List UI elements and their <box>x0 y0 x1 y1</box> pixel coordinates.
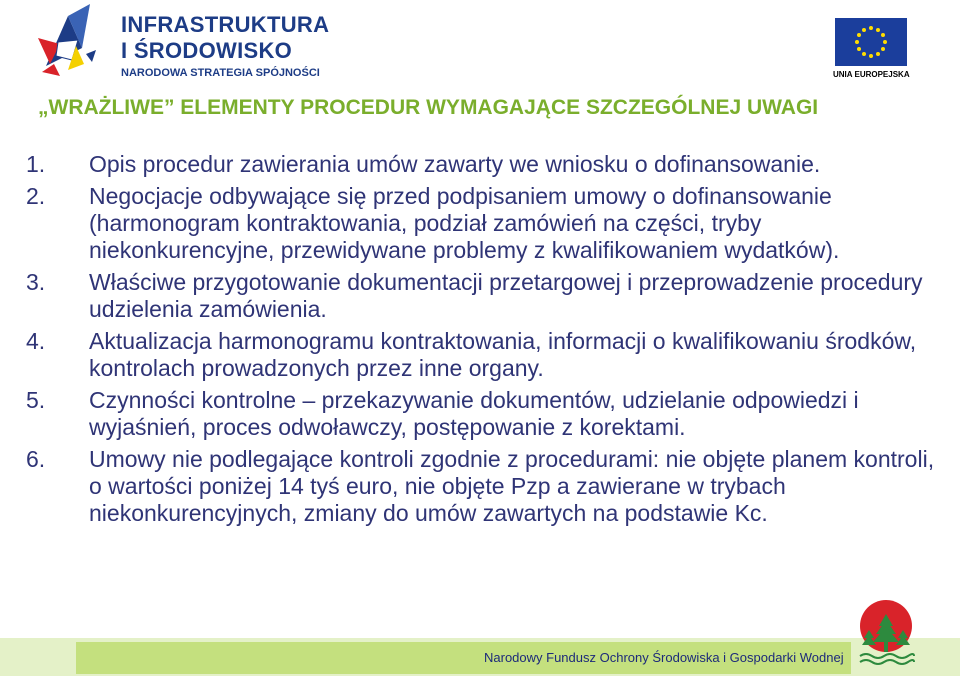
list-item <box>26 387 946 441</box>
list-item-text: Aktualizacja harmonogramu kontraktowania, informacji o kwalifikowaniu środków, kontrolach prowadzonych przez inne organy. <box>89 328 917 381</box>
list-item-text: Opis procedur zawierania umów zawarty we wniosku o dofinansowanie. <box>89 151 821 177</box>
list-item-number: 2. <box>26 183 46 209</box>
page-title: „WRAŻLIWE” ELEMENTY PROCEDUR WYMAGAJĄCE SZCZEGÓLNEJ UWAGI <box>38 96 819 119</box>
infrastruktura-logo-icon <box>38 4 116 82</box>
eu-label: UNIA EUROPEJSKA <box>833 70 910 79</box>
list-item-number: 4. <box>26 328 46 354</box>
logo-subtitle: NARODOWA STRATEGIA SPÓJNOŚCI <box>121 67 320 79</box>
list-item-text: Właściwe przygotowanie dokumentacji przetargowej i przeprowadzenie procedury udzielenia zamówienia. <box>89 269 923 322</box>
list-item <box>26 151 946 178</box>
logo-title-line1: INFRASTRUKTURA <box>121 12 330 37</box>
eu-flag-icon <box>835 18 907 66</box>
list-item <box>26 183 946 264</box>
list-item-text: Umowy nie podlegające kontroli zgodnie z procedurami: nie objęte planem kontroli, o wartości poniżej 14 tyś euro, nie objęte Pzp a zawierane w trybach niekonkurencyjnych, zmiany do umów zawartych na podstawie Kc. <box>89 446 935 526</box>
procedure-list <box>26 151 946 532</box>
list-item-number: 3. <box>26 269 46 295</box>
list-item <box>26 269 946 323</box>
list-item-number: 5. <box>26 387 46 413</box>
infrastruktura-logo <box>38 4 330 82</box>
list-item-text: Negocjacje odbywające się przed podpisaniem umowy o dofinansowanie (harmonogram kontraktowania, podział zamówień na części, tryby niekonkurencyjne, przewidywane problemy z kwalifikowaniem wydatków). <box>89 183 840 263</box>
list-item-number: 6. <box>26 446 46 472</box>
list-item <box>26 328 946 382</box>
footer-text: Narodowy Fundusz Ochrony Środowiska i Gospodarki Wodnej <box>484 650 844 665</box>
list-item-number: 1. <box>26 151 46 177</box>
nfosigw-logo-icon <box>856 600 916 670</box>
list-item <box>26 446 946 527</box>
eu-logo <box>833 18 909 82</box>
list-item-text: Czynności kontrolne – przekazywanie dokumentów, udzielanie odpowiedzi i wyjaśnień, proces odwoławczy, postępowanie z korektami. <box>89 387 859 440</box>
logo-title-line2: I ŚRODOWISKO <box>121 38 293 63</box>
